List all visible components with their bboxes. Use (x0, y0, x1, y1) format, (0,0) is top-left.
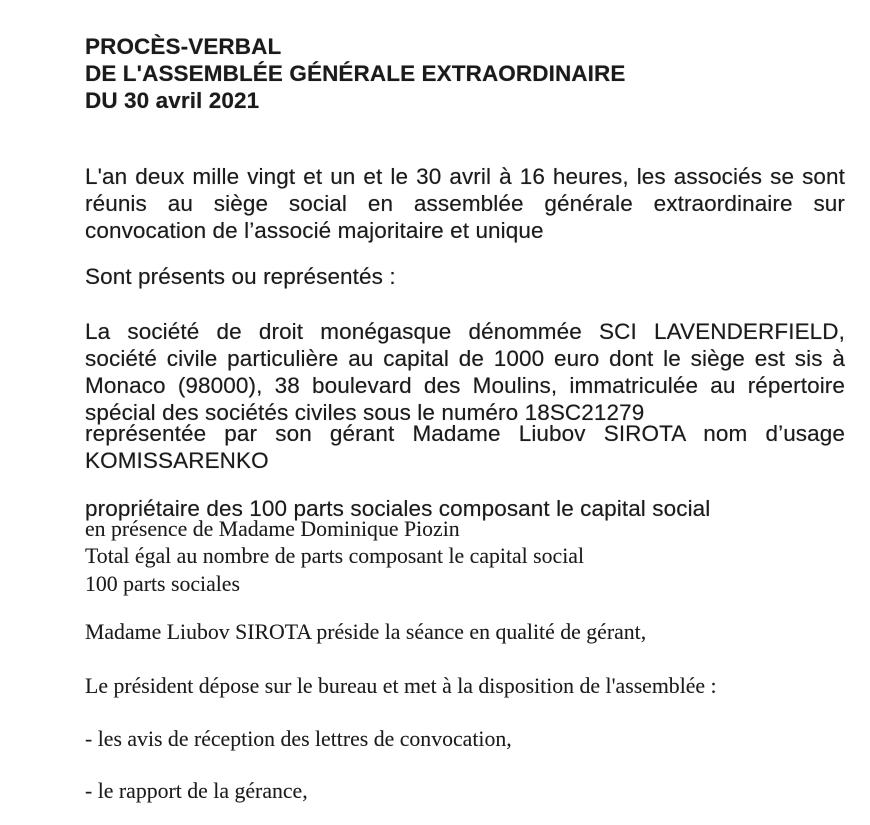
paragraph-line: Total égal au nombre de parts composant le capital social (85, 544, 585, 569)
paragraph-line: L'an deux mille vingt et un et le 30 avril à 16 heures, les associés se sont (85, 164, 845, 189)
paragraph-company (85, 318, 845, 426)
paragraph-line: 100 parts sociales (85, 571, 240, 596)
title-line-2: DE L'ASSEMBLÉE GÉNÉRALE EXTRAORDINAIRE (85, 61, 626, 86)
title-line-3: DU 30 avril 2021 (85, 88, 260, 113)
paragraph-line: - les avis de réception des lettres de convocation, (85, 727, 512, 751)
document-title (85, 33, 845, 114)
paragraph-line: propriétaire des 100 parts sociales composant le capital social (85, 496, 711, 521)
paragraph-deposits-intro (85, 673, 845, 700)
paragraph-line: Madame Liubov SIROTA préside la séance en qualité de gérant, (85, 620, 647, 644)
paragraph-line: en présence de Madame Dominique Piozin (85, 517, 460, 541)
paragraph-presence-intro (85, 263, 845, 290)
paragraph-line: convocation de l’associé majoritaire et unique (85, 218, 544, 243)
paragraph-line: KOMISSARENKO (85, 448, 269, 473)
paragraph-line: Le président dépose sur le bureau et met à la disposition de l'assemblée : (85, 674, 717, 698)
paragraph-line: - le rapport de la gérance, (85, 779, 308, 803)
paragraph-representative (85, 420, 845, 474)
deposit-item-1 (85, 726, 845, 753)
paragraph-line: réunis au siège social en assemblée générale extraordinaire sur (85, 191, 845, 216)
paragraph-presiding (85, 619, 845, 646)
paragraph-line: société civile particulière au capital de 1000 euro dont le siège est sis à (85, 346, 845, 371)
paragraph-attendance (85, 516, 845, 598)
paragraph-line: spécial des sociétés civiles sous le numéro 18SC21279 (85, 400, 645, 425)
paragraph-line: Sont présents ou représentés : (85, 264, 396, 289)
paragraph-line: Monaco (98000), 38 boulevard des Moulins, immatriculée au répertoire (85, 373, 845, 398)
paragraph-line: La société de droit monégasque dénommée SCI LAVENDERFIELD, (85, 319, 845, 344)
title-line-1: PROCÈS-VERBAL (85, 34, 282, 59)
paragraph-opening (85, 163, 845, 244)
paragraph-line: représentée par son gérant Madame Liubov SIROTA nom d’usage (85, 421, 845, 446)
deposit-item-2 (85, 778, 845, 805)
